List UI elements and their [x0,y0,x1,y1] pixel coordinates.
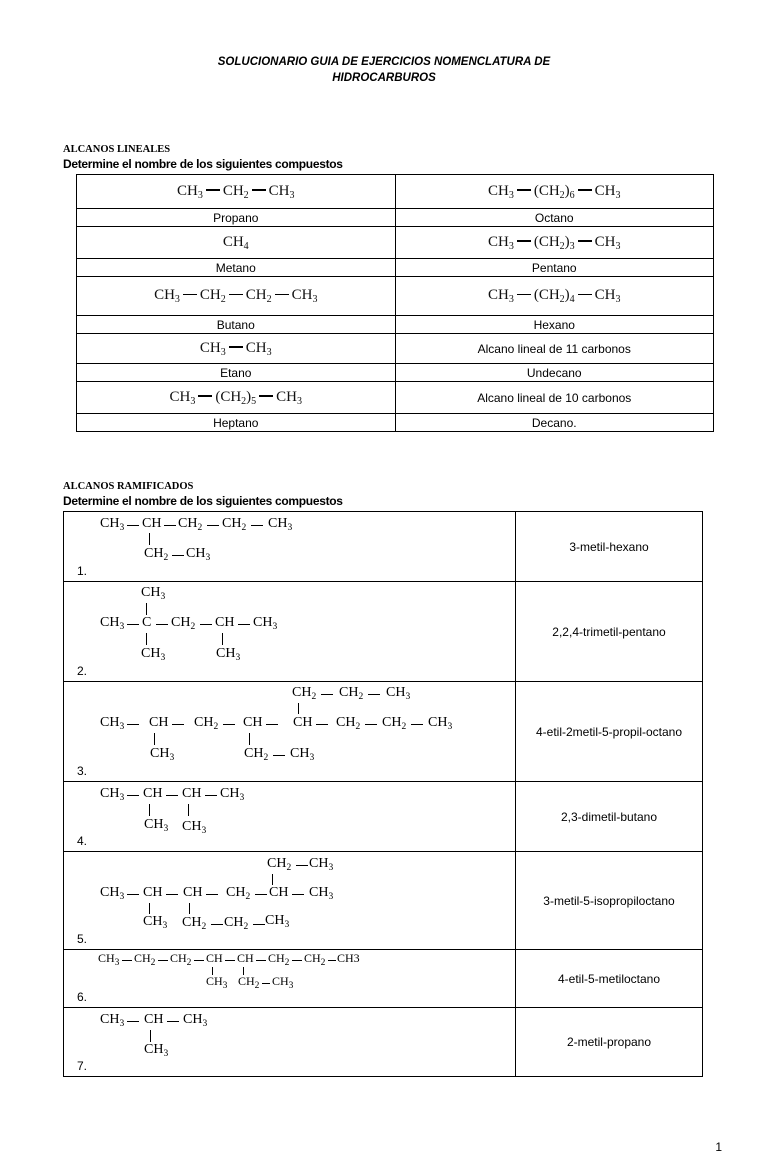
table-row [64,950,703,1008]
table-row [64,582,703,682]
table-row [64,512,703,582]
compound-name: Decano. [395,414,714,432]
structure-cell: $CH_3$ $CH_2$ $CH_2$ CH CH $CH_2$ $CH_2$ CH3 $CH_3$ $CH_2$ $CH_3$ 6. [64,950,516,1008]
formula-cell: $CH_3$ $(CH_2)_4$ $CH_3$ [395,277,714,316]
table-row [64,782,703,852]
page-number: 1 [715,1140,722,1154]
compound-name: 4-etil-2metil-5-propil-octano [516,682,703,782]
compound-name: 2,2,4-trimetil-pentano [516,582,703,682]
compound-name: 3-metil-hexano [516,512,703,582]
structure-cell: $CH_2$ $CH_2$ $CH_3$ $CH_3$ CH $CH_2$ CH CH $CH_2$ $CH_2$ $CH_3$ $CH_3$ $CH_2$ $CH_3$ 3. [64,682,516,782]
formula-cell: $CH_3$ $CH_2$ $CH_3$ [77,175,396,209]
compound-name: 2-metil-propano [516,1008,703,1077]
formula-cell: $CH_3$ $(CH_2)_6$ $CH_3$ [395,175,714,209]
compound-name: 4-etil-5-metiloctano [516,950,703,1008]
branched-alkanes-table [63,511,703,1077]
structure-cell: $CH_3$ CH $CH_2$ $CH_2$ $CH_3$ $CH_2$ $CH_3$ 1. [64,512,516,582]
formula-cell: Alcano lineal de 10 carbonos [395,382,714,414]
table-row [64,1008,703,1077]
document-title: SOLUCIONARIO GUIA DE EJERCICIOS NOMENCLATURA DE HIDROCARBUROS [217,56,551,84]
formula-cell: $CH_3$ $CH_3$ [77,334,396,364]
formula-cell: Alcano lineal de 11 carbonos [395,334,714,364]
compound-name: Heptano [77,414,396,432]
section-instruction-branched: Determine el nombre de los siguientes compuestos [63,494,343,508]
compound-name: Metano [77,259,396,277]
compound-name: Propano [77,209,396,227]
compound-name: Undecano [395,364,714,382]
formula-cell: $CH_3$ $CH_2$ $CH_2$ $CH_3$ [77,277,396,316]
compound-name: Hexano [395,316,714,334]
structure-cell: $CH_2$ $CH_3$ $CH_3$ CH CH $CH_2$ CH $CH_3$ $CH_3$ $CH_2$ $CH_2$ $CH_3$ 5. [64,852,516,950]
formula-cell: $CH_3$ $(CH_2)_5$ $CH_3$ [77,382,396,414]
section-instruction-linear: Determine el nombre de los siguientes compuestos [63,157,343,171]
formula-cell: $CH_3$ $(CH_2)_3$ $CH_3$ [395,227,714,259]
compound-name: Octano [395,209,714,227]
structure-cell: $CH_3$ $CH_3$ C $CH_2$ CH $CH_3$ $CH_3$ $CH_3$ 2. [64,582,516,682]
section-heading-linear: ALCANOS LINEALES [63,144,171,155]
compound-name: 3-metil-5-isopropiloctano [516,852,703,950]
compound-name: Pentano [395,259,714,277]
compound-name: Butano [77,316,396,334]
compound-name: 2,3-dimetil-butano [516,782,703,852]
table-row [64,682,703,782]
structure-cell: $CH_3$ CH $CH_3$ $CH_3$ 7. [64,1008,516,1077]
compound-name: Etano [77,364,396,382]
section-heading-branched: ALCANOS RAMIFICADOS [63,481,194,492]
formula-cell: $CH_4$ [77,227,396,259]
linear-alkanes-table [76,174,714,432]
structure-cell: $CH_3$ CH CH $CH_3$ $CH_3$ $CH_3$ 4. [64,782,516,852]
table-row [64,852,703,950]
